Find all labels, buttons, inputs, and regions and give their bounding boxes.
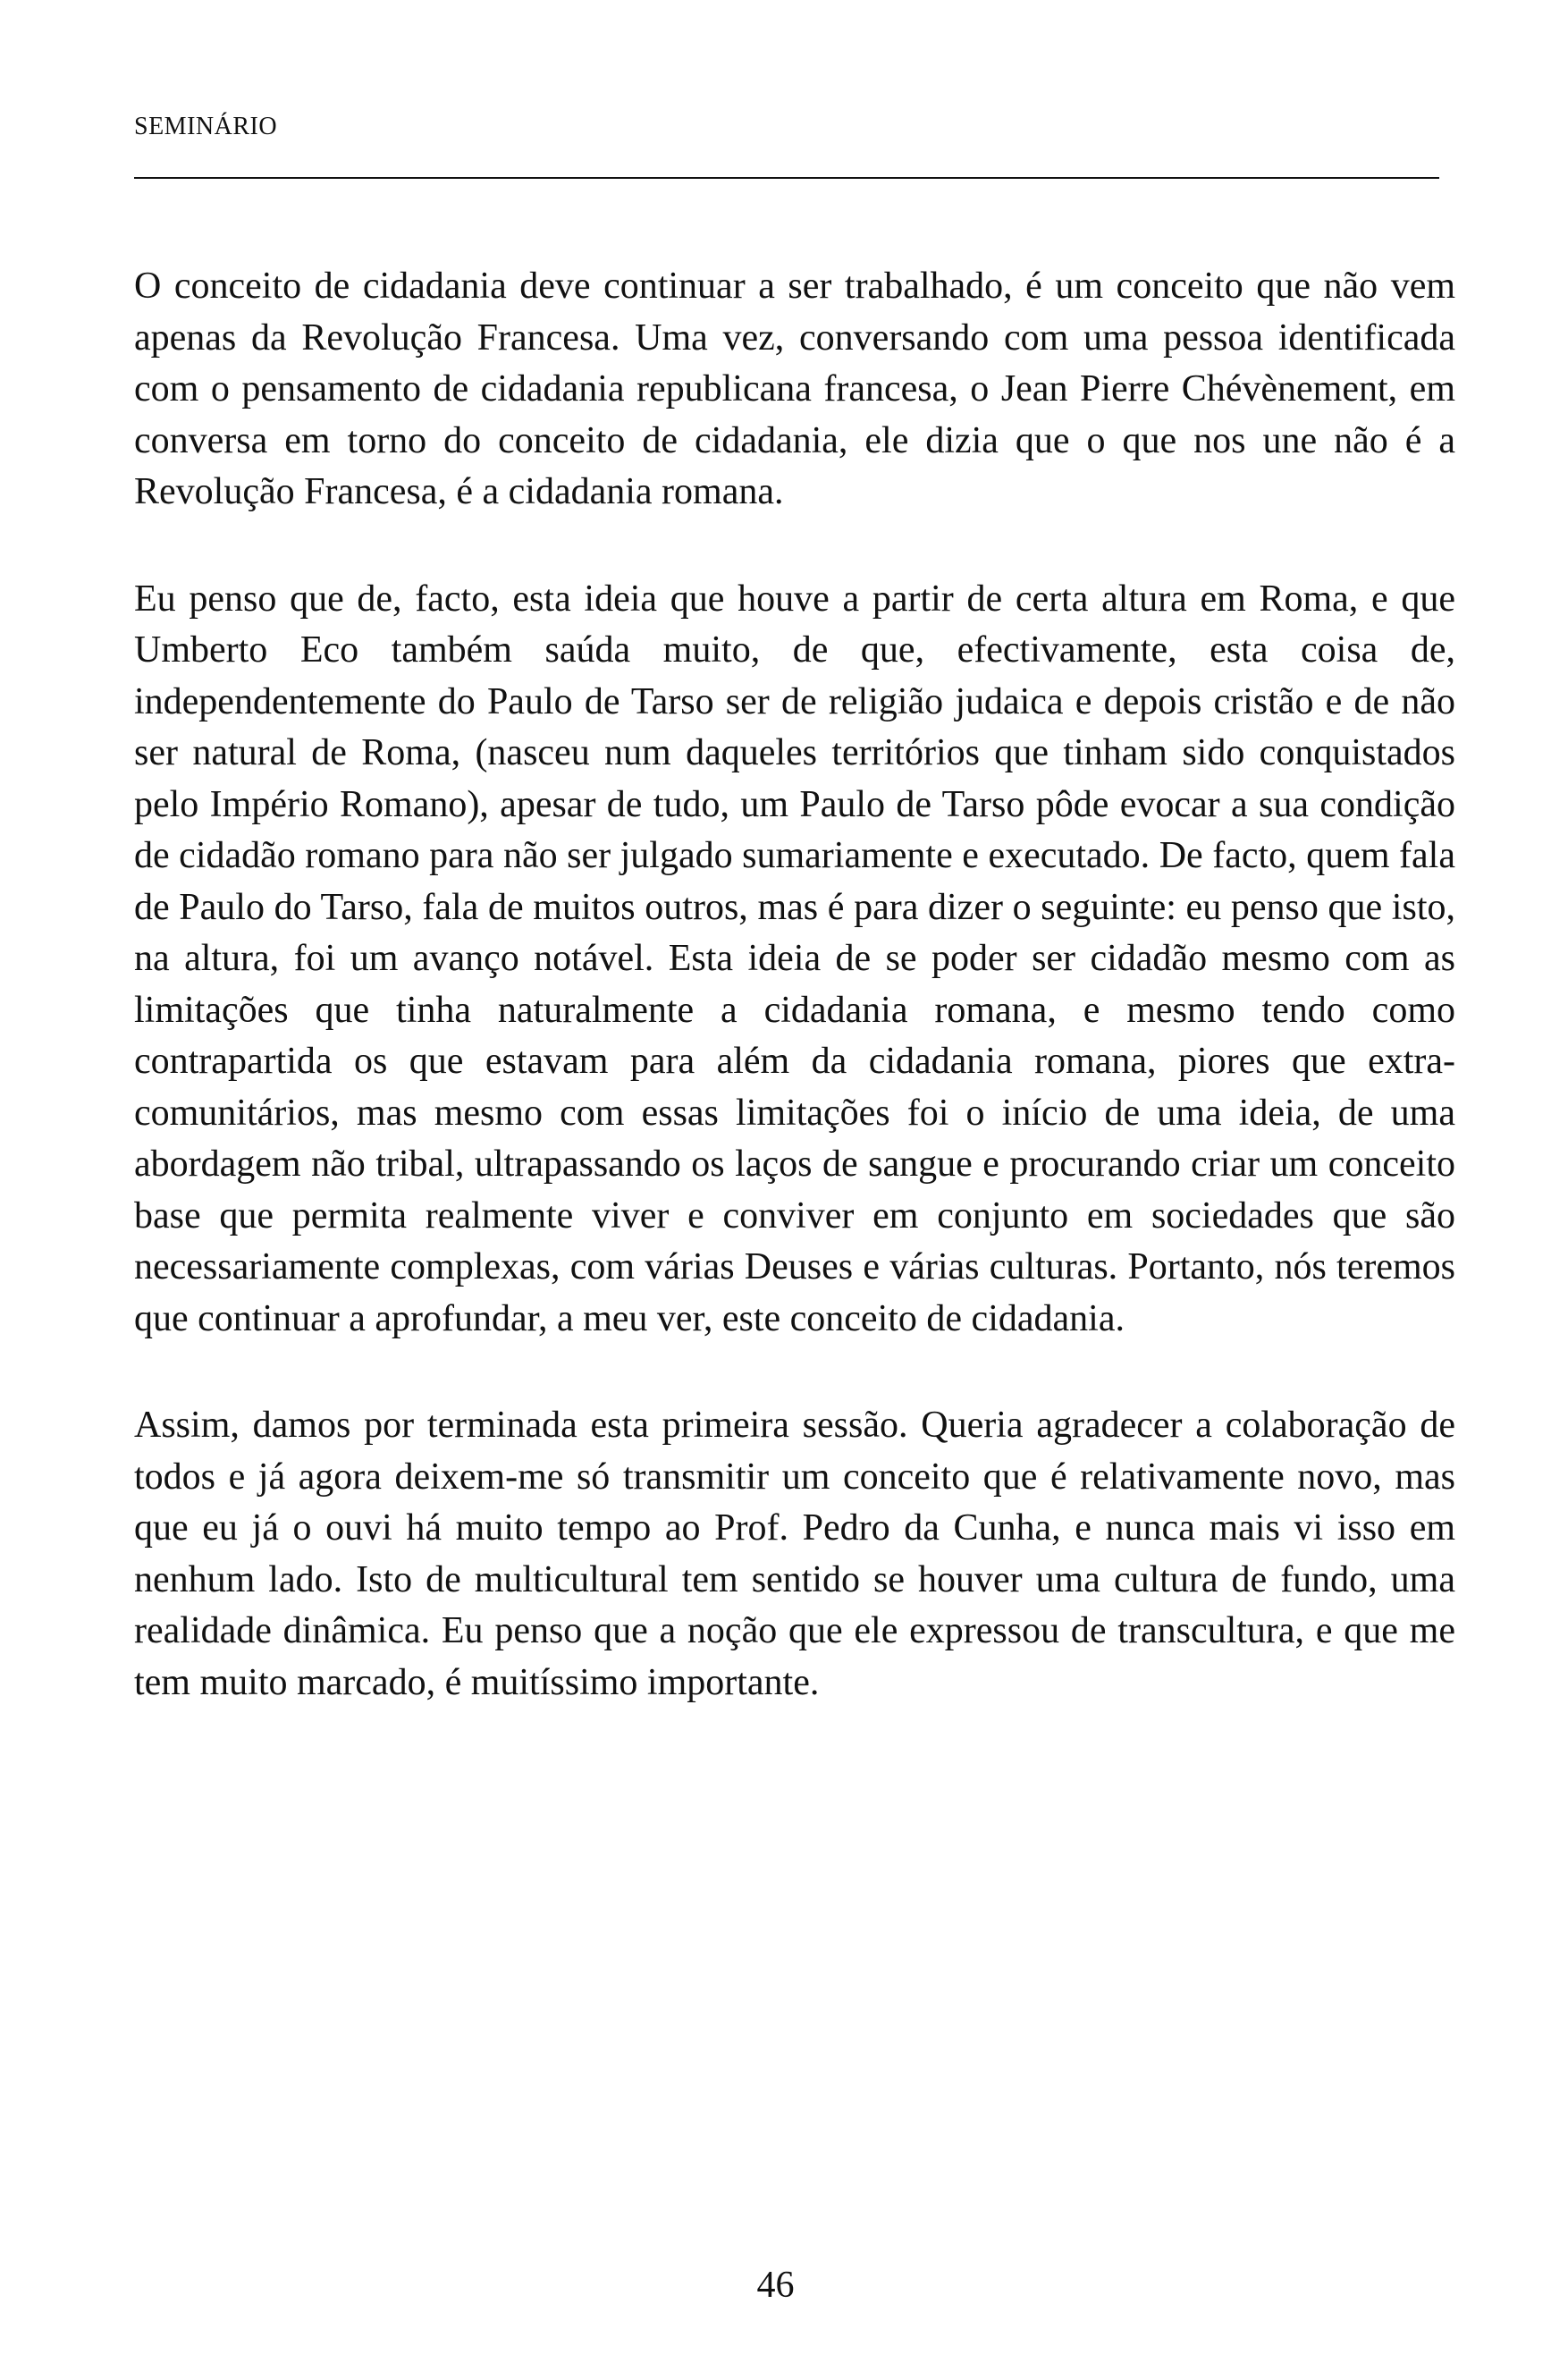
paragraph-1: O conceito de cidadania deve continuar a ser trabalhado, é um conceito que não vem apenas da Revolução Francesa. Uma vez, conversando com uma pessoa identificada com o pensamento de cidadania republicana francesa, o Jean Pierre Chévènement, em conversa em torno do conceito de cidadania, ele dizia que o que nos une não é a Revolução Francesa, é a cidadania romana. — [134, 266, 1455, 512]
paragraph-3: Assim, damos por terminada esta primeira sessão. Queria agradecer a colaboração de todos e já agora deixem-me só transmitir um conceito que é relativamente novo, mas que eu já o ouvi há muito tempo ao Prof. Pedro da Cunha, e nunca mais vi isso em nenhum lado. Isto de multicultural tem sentido se houver uma cultura de fundo, uma realidade dinâmica. Eu penso que a noção que ele expressou de transcultura, e que me tem muito marcado, é muitíssimo importante. — [134, 1405, 1455, 1703]
header-divider — [134, 177, 1439, 179]
paragraph-2: Eu penso que de, facto, esta ideia que houve a partir de certa altura em Roma, e que Umberto Eco também saúda muito, de que, efectivamente, esta coisa de, independentemente do Paulo de Tarso ser de religião judaica e depois cristão e de não ser natural de Roma, (nasceu num daqueles territórios que tinham sido conquistados pelo Império Romano), apesar de tudo, um Paulo de Tarso pôde evocar a sua condição de cidadão romano para não ser julgado sumariamente e executado. De facto, quem fala de Paulo do Tarso, fala de muitos outros, mas é para dizer o seguinte: eu penso que isto, na altura, foi um avanço notável. Esta ideia de se poder ser cidadão mesmo com as limitações que tinha naturalmente a cidadania romana, e mesmo tendo como contrapartida os que estavam para além da cidadania romana, piores que extra-comunitários, mas mesmo com essas limitações foi o início de uma ideia, de uma abordagem não tribal, ultrapassando os laços de sangue e procurando criar um conceito base que permita realmente viver e conviver em conjunto em sociedades que são necessariamente complexas, com várias Deuses e várias culturas. Portanto, nós teremos que continuar a aprofundar, a meu ver, este conceito de cidadania. — [134, 578, 1455, 1339]
running-header: SEMINÁRIO — [134, 113, 278, 140]
page-number: 46 — [756, 2265, 795, 2306]
body-text — [134, 261, 1455, 1709]
